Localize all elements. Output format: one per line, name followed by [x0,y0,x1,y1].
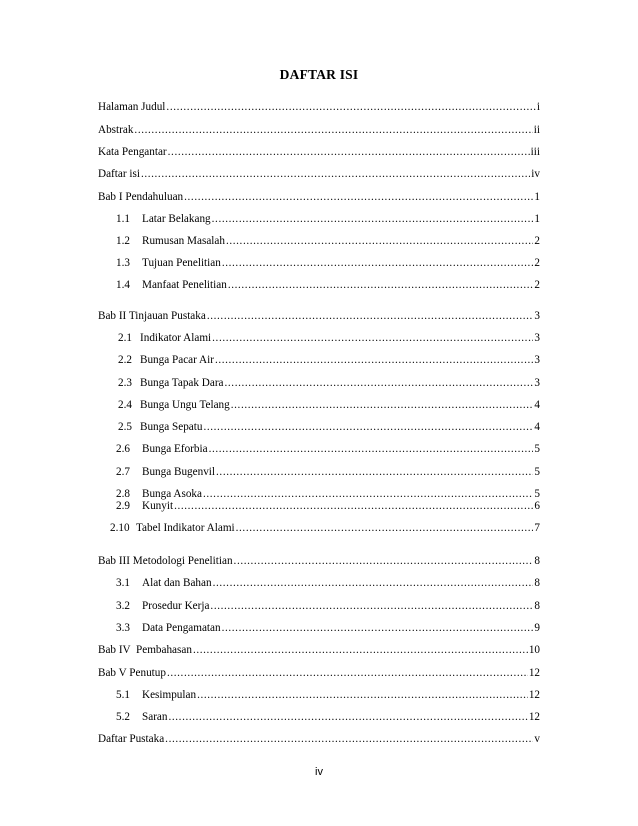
toc-label: Bab III Metodologi Penelitian [98,555,233,567]
toc-entry-2-2 [118,351,540,367]
toc-page: 6 [534,500,540,512]
toc-page: 12 [528,711,540,723]
dot-leader [184,190,533,204]
toc-number: 1.4 [116,279,130,291]
dot-leader [168,145,530,159]
toc-entry-2-4 [118,396,540,412]
dot-leader [222,256,534,270]
dot-leader [165,732,533,746]
dot-leader [207,309,534,323]
dot-leader [141,167,530,181]
toc-page: 9 [534,622,540,634]
dot-leader [166,100,535,114]
toc-label: Daftar isi [98,168,140,180]
toc-number: 1.3 [116,257,130,269]
toc-page: 5 [534,488,540,500]
toc-entry-kata-pengantar [98,143,540,159]
toc-number: 1.1 [116,213,130,225]
toc-label: Indikator Alami [140,332,212,344]
dot-leader [228,278,534,292]
dot-leader [225,376,534,390]
toc-number: 1.2 [116,235,130,247]
toc-entry-5-1 [116,686,540,702]
toc-entry-1-1 [116,210,540,226]
toc-label: Bunga Eforbia [142,443,208,455]
dot-leader [236,521,534,535]
toc-page: 1 [534,191,540,203]
toc-label: Manfaat Penelitian [142,279,227,291]
toc-number: 2.2 [118,354,132,366]
toc-number: 5.1 [116,689,130,701]
toc-number: 2.10 [110,522,130,534]
toc-number: 5.2 [116,711,130,723]
toc-label: Bunga Asoka [142,488,202,500]
toc-label: Bunga Sepatu [140,421,203,433]
toc-entry-bab-3 [98,552,540,568]
toc-label: Bunga Tapak Dara [140,377,224,389]
toc-label: Abstrak [98,124,134,136]
dot-leader [203,420,533,434]
toc-label: Bab IV Pembahasan [98,644,192,656]
toc-entry-2-5 [118,418,540,434]
toc-number: 2.8 [116,488,130,500]
toc-number: 2.7 [116,466,130,478]
toc-entry-5-2 [116,708,540,724]
toc-label: Bunga Ungu Telang [140,399,230,411]
toc-entry-2-7 [116,463,540,479]
toc-number: 2.9 [116,500,130,512]
toc-label: Halaman Judul [98,101,166,113]
toc-label: Tujuan Penelitian [142,257,221,269]
toc-page: 4 [534,421,540,433]
toc-entry-bab-2 [98,307,540,323]
dot-leader [215,353,533,367]
toc-page: 2 [534,257,540,269]
page-number: iv [315,766,323,778]
toc-page: 8 [534,555,540,567]
toc-entry-halaman-judul [98,98,540,114]
toc-entry-3-1 [116,574,540,590]
dot-leader [134,123,532,137]
toc-number: 2.5 [118,421,132,433]
toc-number: 3.1 [116,577,130,589]
toc-page: 8 [534,600,540,612]
toc-label: Bunga Bugenvil [142,466,216,478]
toc-page: iv [531,168,540,180]
toc-entry-bab-4 [98,641,540,657]
toc-number: 2.3 [118,377,132,389]
toc-label: Tabel Indikator Alami [136,522,235,534]
toc-entry-2-6 [116,440,540,456]
dot-leader [222,621,534,635]
toc-label: Daftar Pustaka [98,733,165,745]
toc-page: 5 [534,466,540,478]
toc-entry-3-3 [116,619,540,635]
toc-number: 3.3 [116,622,130,634]
toc-entry-1-2 [116,232,540,248]
toc-page: 2 [534,279,540,291]
toc-entry-2-3 [118,374,540,390]
dot-leader [226,234,533,248]
toc-label: Data Pengamatan [142,622,221,634]
toc-page: 3 [534,332,540,344]
toc-page: ii [533,124,540,136]
toc-entry-1-3 [116,254,540,270]
toc-entry-daftar-pustaka [98,730,540,746]
dot-leader [212,212,534,226]
dot-leader [234,554,534,568]
dot-leader [212,331,533,345]
toc-entry-bab-5 [98,664,540,680]
toc-entry-2-1 [118,329,540,345]
toc-label: Kesimpulan [142,689,197,701]
toc-number: 2.4 [118,399,132,411]
toc-page: 4 [534,399,540,411]
toc-page: 1 [534,213,540,225]
toc-label: Rumusan Masalah [142,235,225,247]
toc-label: Bunga Pacar Air [140,354,214,366]
toc-entry-bab-1 [98,188,540,204]
toc-page: 7 [534,522,540,534]
toc-page: 12 [528,667,540,679]
toc-page: 3 [534,354,540,366]
toc-entry-2-10 [110,519,540,535]
toc-label: Latar Belakang [142,213,211,225]
dot-leader [213,576,534,590]
toc-label: Kata Pengantar [98,146,167,158]
toc-label: Bab V Penutup [98,667,166,679]
toc-entry-3-2 [116,597,540,613]
dot-leader [210,599,533,613]
toc-entry-abstrak [98,121,540,137]
toc-label: Saran [142,711,168,723]
dot-leader [216,465,533,479]
toc-page: v [534,733,540,745]
toc-label: Alat dan Bahan [142,577,212,589]
toc-label: Bab II Tinjauan Pustaka [98,310,206,322]
dot-leader [168,710,527,724]
toc-entry-2-9 [116,497,540,513]
toc-label: Kunyit [142,500,174,512]
toc-number: 2.6 [116,443,130,455]
toc-number: 3.2 [116,600,130,612]
dot-leader [209,442,534,456]
toc-label: Prosedur Kerja [142,600,210,612]
toc-entry-daftar-isi [98,165,540,181]
toc-page: 12 [528,689,540,701]
dot-leader [193,643,528,657]
dot-leader [167,666,528,680]
toc-page: 10 [528,644,540,656]
toc-page: iii [530,146,540,158]
dot-leader [197,688,528,702]
toc-number: 2.1 [118,332,132,344]
toc-page: i [536,101,540,113]
toc-page: 8 [534,577,540,589]
dot-leader [231,398,534,412]
toc-page: 2 [534,235,540,247]
dot-leader [174,499,533,513]
toc-page: 5 [534,443,540,455]
toc-page: 3 [534,377,540,389]
page-title: DAFTAR ISI [279,67,359,82]
toc-page: 3 [534,310,540,322]
toc-entry-1-4 [116,276,540,292]
toc-label: Bab I Pendahuluan [98,191,184,203]
